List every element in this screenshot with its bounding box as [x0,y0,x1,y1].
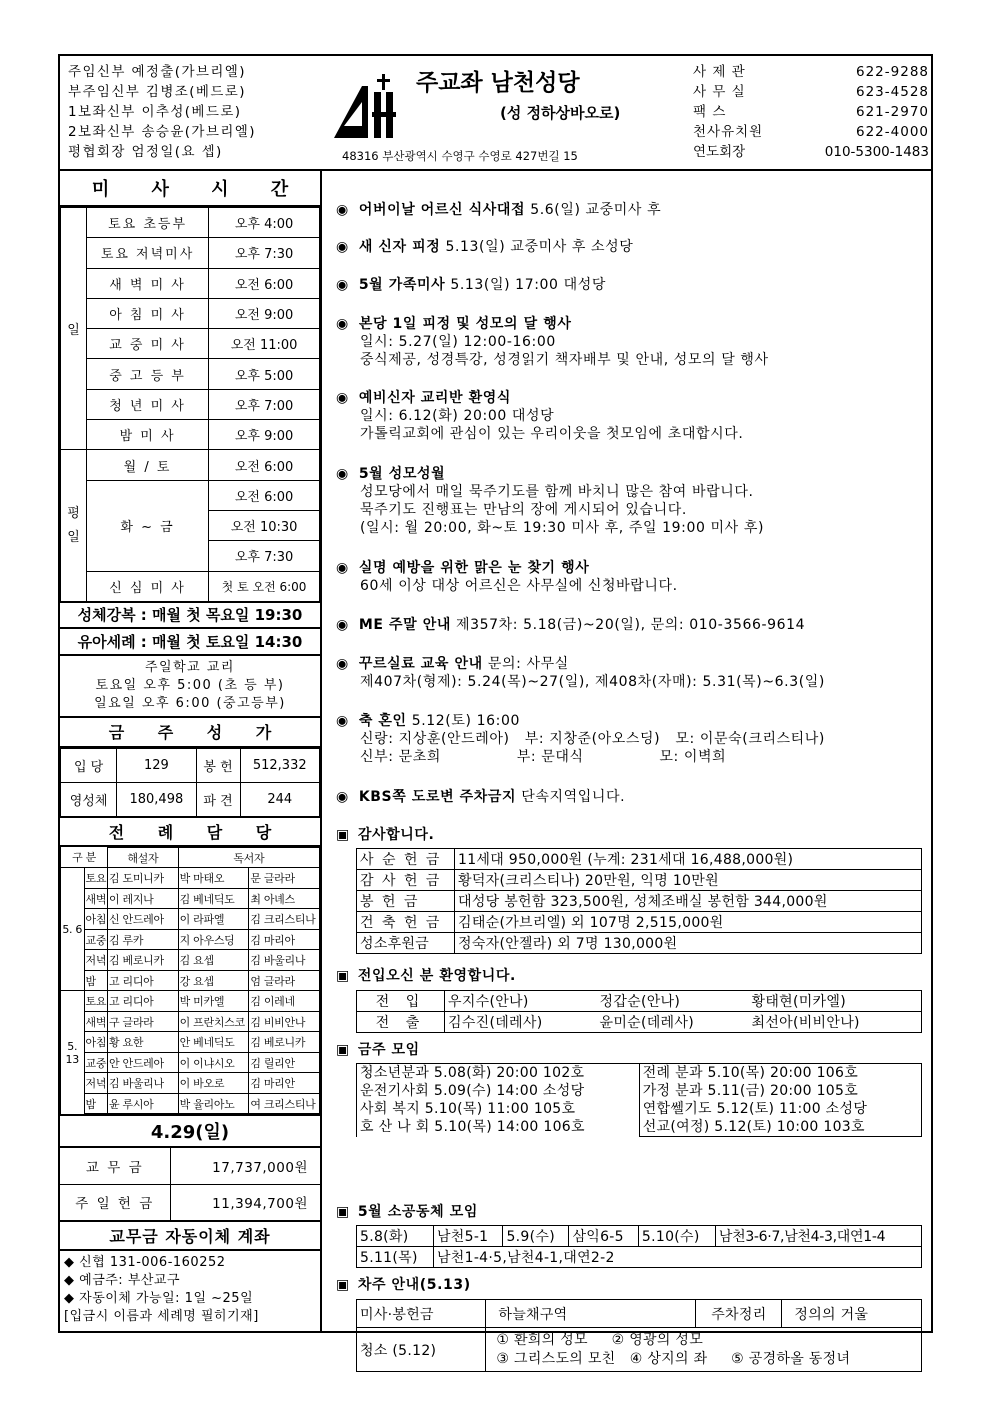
commentator: 김 도미니카 [108,868,179,889]
transfer-type: 전 입 [357,991,445,1012]
right-column [324,171,931,1367]
mass-slot: 저녁 [84,1073,108,1094]
mass-name: 토요 초등부 [87,208,209,238]
parish-title: 주교좌 남천성당 [416,70,580,96]
school-line: 토요일 오후 5:00 (초 등 부) [95,677,285,693]
hymns-heading: 금 주 성 가 [60,718,320,748]
phone-row [693,122,929,142]
news-title: ◉ 축 혼인 [336,713,407,729]
cleaning-label: 청소 (5.12) [357,1328,486,1372]
mass-time: 오전 6:00 [209,480,320,510]
mass-name: 중 고 등 부 [87,359,209,389]
offering-detail: 김태순(가브리엘) 외 107명 2,515,000원 [455,912,922,933]
parishioner: 최선아(비비안나) [749,1012,922,1033]
finance-date: 4.29(일) [60,1114,320,1148]
hymn-label: 파 견 [196,782,240,816]
mass-name: 신 심 미 사 [87,571,209,601]
meeting-left [357,1064,640,1137]
mass-time: 오전 6:00 [209,268,320,298]
mass-times-heading: 미 사 시 간 [60,171,320,207]
finance-amount: 17,737,000원 [170,1148,320,1184]
parish-logo-icon [332,72,402,144]
offering-type: 건 축 헌 금 [357,912,455,933]
reader-1: 강 요셉 [178,970,249,991]
duty-value: 하늘채구역 [486,1300,696,1328]
mass-time: 첫 토 오전 6:00 [209,571,320,601]
commentator: 김 베로니카 [108,950,179,971]
news-item [336,616,805,634]
reader-2: 김 바울리나 [249,950,320,971]
cleaning-line: ① 환희의 성모 ② 영광의 성모 [496,1331,704,1348]
transfer-type: 전 출 [357,1012,445,1033]
news-item [336,788,625,806]
mass-time: 오후 5:00 [209,359,320,389]
duty-value: 정의의 거울 [782,1300,922,1328]
parishioner: 김수진(데레사) [445,1012,597,1033]
commentator: 신 안드레아 [108,909,179,930]
parishioner: 정갑순(안나) [597,991,749,1012]
reader-2: 김 비비안나 [249,1011,320,1032]
mass-name: 새 벽 미 사 [87,268,209,298]
reader-1: 박 마태오 [178,868,249,889]
news-title: ◉ ME 주말 안내 [336,617,451,633]
reader-1: 박 율리아노 [178,1093,249,1114]
offering-detail: 대성당 봉헌함 323,500원, 성체조배실 봉헌함 344,000원 [455,891,922,912]
phone-number: 623-4528 [856,84,929,100]
phone-label: 팩 스 [693,104,727,120]
mass-slot: 토요 [84,991,108,1012]
news-line: 일시: 6.12(화) 20:00 대성당 [360,408,555,424]
community-area: 남천3-6·7,남천4-3,대연1-4 [715,1226,921,1247]
finance-table [60,1148,320,1221]
phone-row [693,142,929,162]
reader-1: 이 이냐시오 [178,1052,249,1073]
reader-1: 안 베네딕도 [178,1032,249,1053]
liturgy-date: 5. 6 [61,868,85,991]
clergy-list [68,62,330,162]
community-heading: ▣ 5월 소공동체 모임 [336,1201,478,1221]
mass-slot: 아침 [84,1032,108,1053]
col-head: 구 분 [61,847,108,868]
news-detail: 5.13(일) 교중미사 후 소성당 [440,239,634,255]
parish-patron: (성 정하상바오로) [500,104,621,122]
parish-address: 48316 부산광역시 수영구 수영로 427번길 15 [342,149,578,163]
mass-slot: 새벽 [84,1011,108,1032]
reader-2: 김 이레네 [249,991,320,1012]
phone-row [693,62,929,82]
account-line: ◆ 자동이체 가능일: 1일 ~25일 [64,1290,254,1306]
news-line: 성모당에서 매일 묵주기도를 함께 바치니 많은 참여 바랍니다. [360,484,754,500]
meeting-entry: 사회 복지 5.10(목) 11:00 105호 [360,1101,576,1118]
reader-2: 김 크리스티나 [249,909,320,930]
hymn-number: 512,332 [240,748,320,782]
meeting-right [639,1064,921,1137]
meeting-entry: 청소년분과 5.08(화) 20:00 102호 [360,1065,585,1082]
news-line: 일시: 5.27(일) 12:00-16:00 [360,334,556,350]
clergy-line: 주임신부 예정출(가브리엘) [68,64,246,80]
parishioner: 황태현(미카엘) [749,991,922,1012]
reader-1: 이 라파엘 [178,909,249,930]
mass-name: 교 중 미 사 [87,329,209,359]
meeting-entry: 호 산 나 회 5.10(목) 14:00 106호 [360,1119,585,1136]
mass-time: 오전 10:30 [209,510,320,540]
commentator: 황 요한 [108,1032,179,1053]
clergy-line: 평협회장 엄정일(요 셉) [68,144,223,160]
offering-detail: 정숙자(안젤라) 외 7명 130,000원 [455,933,922,954]
news-item [336,276,606,294]
phone-number: 621-2970 [856,104,929,120]
mass-slot: 새벽 [84,888,108,909]
mass-name: 월 / 토 [87,450,209,480]
mass-slot: 밤 [84,970,108,991]
meetings-heading: ▣ 금주 모임 [336,1039,420,1059]
thanks-heading: ▣ 감사합니다. [336,824,434,844]
liturgy-date: 5. 13 [61,991,85,1114]
reader-2: 여 크리스티나 [249,1093,320,1114]
mass-slot: 교중 [84,1052,108,1073]
mass-name: 밤 미 사 [87,420,209,450]
transfer-table [356,990,922,1033]
commentator: 김 루카 [108,929,179,950]
meeting-entry: 전례 분과 5.10(목) 20:00 106호 [642,1065,859,1081]
community-area: 삼익6-5 [569,1226,638,1247]
reader-1: 김 베네딕도 [178,888,249,909]
news-item [336,389,743,443]
meeting-entry: 가정 분과 5.11(금) 20:00 105호 [642,1083,859,1099]
account-info [60,1251,320,1329]
cleaning-line: ③ 그리스도의 모친 ④ 상지의 좌 ⑤ 공경하올 동정녀 [496,1350,851,1367]
account-line: ◆ 예금주: 부산교구 [64,1272,181,1288]
clergy-line: 2보좌신부 송승윤(가브리엘) [68,124,256,140]
news-line: 60세 이상 대상 어르신은 사무실에 신청바랍니다. [360,578,678,594]
reader-1: 이 프란치스코 [178,1011,249,1032]
news-title: ◉ 꾸르실료 교육 안내 [336,656,483,672]
reader-2: 김 마리안 [249,1073,320,1094]
mass-slot: 토요 [84,868,108,889]
reader-1: 이 바오로 [178,1073,249,1094]
mass-name: 아 침 미 사 [87,298,209,328]
news-line: 제407차(형제): 5.24(목)~27(일), 제408차(자매): 5.31(목)~6.3(일) [360,674,825,690]
community-date: 5.11(목) [357,1247,434,1268]
mass-time: 오후 4:00 [209,208,320,238]
hymn-label: 영성체 [61,782,117,816]
news-title: ◉ 5월 성모성월 [336,466,445,482]
news-title: ◉ 어버이날 어르신 식사대접 [336,202,525,218]
reader-2: 김 릴리안 [249,1052,320,1073]
mass-slot: 교중 [84,929,108,950]
news-line: 가톨릭교회에 관심이 있는 우리이웃을 첫모임에 초대합시다. [360,426,744,442]
news-title: ◉ 새 신자 피정 [336,239,440,255]
hymn-label: 봉 헌 [196,748,240,782]
commentator: 고 리디아 [108,970,179,991]
meetings-table [356,1063,922,1137]
sunday-label: 일 [61,208,87,450]
hymn-number: 129 [117,748,196,782]
news-title: ◉ 예비신자 교리반 환영식 [336,390,511,406]
meeting-entry: 운전기사회 5.09(수) 14:00 소성당 [360,1083,585,1100]
news-detail: 5.6(일) 교중미사 후 [525,202,662,218]
news-title: ◉ 실명 예방을 위한 맑은 눈 찾기 행사 [336,560,589,576]
offering-type: 봉 헌 금 [357,891,455,912]
commentator: 고 리디아 [108,991,179,1012]
account-line: ◆ 신협 131-006-160252 [64,1254,226,1270]
reader-2: 엄 글라라 [249,970,320,991]
phone-label: 사 무 실 [693,84,746,100]
news-item [336,559,678,595]
news-item [336,238,633,256]
mass-time: 오전 11:00 [209,329,320,359]
mass-time: 오후 7:00 [209,389,320,419]
school-line: 주일학교 교리 [145,659,235,675]
clergy-line: 부주임신부 김병조(베드로) [68,84,246,100]
community-date: 5.8(화) [357,1226,434,1247]
news-line: 신랑: 지상훈(안드레아) 부: 지창준(아오스딩) 모: 이문숙(크리스티나) [360,731,825,747]
mass-time: 오전 6:00 [209,450,320,480]
reader-2: 김 마리아 [249,929,320,950]
thanks-table [356,848,922,954]
reader-1: 박 미카엘 [178,991,249,1012]
duty-label: 주차정리 [696,1300,782,1328]
phone-row [693,82,929,102]
news-line: (일시: 월 20:00, 화~토 19:30 미사 후, 주일 19:00 미사 후) [360,520,765,536]
hymns-table [60,748,320,817]
sunday-school-info [60,656,320,718]
duty-label: 미사·봉헌금 [357,1300,486,1328]
mass-time: 오후 7:30 [209,238,320,268]
finance-amount: 11,394,700원 [170,1184,320,1220]
offering-type: 성소후원금 [357,933,455,954]
news-line: 신부: 문초희 부: 문대식 모: 이벽희 [360,749,727,765]
news-item [336,315,769,369]
account-line: [입금시 이름과 세례명 필히기재] [64,1308,259,1324]
finance-label: 교 무 금 [60,1148,170,1184]
news-line: 묵주기도 진행표는 만남의 장에 게시되어 있습니다. [360,502,687,518]
mass-slot: 아침 [84,909,108,930]
school-line: 일요일 오후 6:00 (중고등부) [94,695,286,711]
liturgy-heading: 전 례 담 당 [60,817,320,847]
finance-label: 주 일 헌 금 [60,1184,170,1220]
next-week-heading: ▣ 차주 안내(5.13) [336,1274,471,1294]
adoration-notice: 성체강복 : 매월 첫 목요일 19:30 [60,602,320,629]
reader-1: 김 요셉 [178,950,249,971]
community-date: 5.9(수) [503,1226,569,1247]
offering-detail: 11세대 950,000원 (누계: 231세대 16,488,000원) [455,849,922,870]
news-detail: 제357차: 5.18(금)~20(일), 문의: 010-3566-9614 [450,617,806,633]
mass-name: 화 ~ 금 [87,480,209,571]
news-item [336,465,764,537]
bulletin-frame [58,54,933,1367]
news-title: ◉ KBS쪽 도로변 주차금지 [336,789,516,805]
mass-times-table [60,207,320,602]
next-week-table [356,1299,922,1372]
mass-time: 오후 7:30 [209,541,320,571]
parishioner: 우지수(안나) [445,991,597,1012]
community-date: 5.10(수) [638,1226,715,1247]
liturgy-table [60,847,320,1115]
reader-1: 지 아우스딩 [178,929,249,950]
news-detail: 문의: 사무실 [482,656,569,672]
phone-number: 622-4000 [856,124,929,140]
news-detail: 단속지역입니다. [516,789,626,805]
phone-row [693,102,929,122]
weekday-label: 평일 [61,450,87,601]
meeting-entry: 선교(여정) 5.12(토) 10:00 103호 [642,1119,865,1135]
col-head: 해설자 [108,847,179,868]
offering-type: 사 순 헌 금 [357,849,455,870]
phone-label: 사 제 관 [693,64,746,80]
mass-time: 오전 9:00 [209,298,320,328]
left-column [60,171,322,1331]
hymn-number: 244 [240,782,320,816]
news-title: ◉ 본당 1일 피정 및 성모의 달 행사 [336,316,572,332]
phone-number: 622-9288 [856,64,929,80]
infant-baptism-notice: 유아세례 : 매월 첫 토요일 14:30 [60,629,320,656]
community-area: 남천1-4·5,남천4-1,대연2-2 [433,1247,921,1268]
meeting-entry: 연합쎌기도 5.12(토) 11:00 소성당 [642,1101,868,1117]
reader-2: 최 아녜스 [249,888,320,909]
commentator: 안 안드레아 [108,1052,179,1073]
commentator: 김 바울리나 [108,1073,179,1094]
hymn-label: 입 당 [61,748,117,782]
phone-number: 010-5300-1483 [824,144,929,160]
offering-detail: 황덕자(크리스티나) 20만원, 익명 10만원 [455,870,922,891]
transfer-heading: ▣ 전입오신 분 환영합니다. [336,965,516,985]
offering-type: 감 사 헌 금 [357,870,455,891]
reader-2: 김 베로니카 [249,1032,320,1053]
news-detail: 5.13(일) 17:00 대성당 [445,277,606,293]
phone-label: 연도회장 [693,144,746,160]
community-area: 남천5-1 [433,1226,502,1247]
cleaning-groups [486,1328,922,1372]
community-table [356,1225,922,1268]
bulletin-header [60,56,931,171]
clergy-line: 1보좌신부 이추성(베드로) [68,104,242,120]
commentator: 이 레지나 [108,888,179,909]
phone-list [693,62,929,162]
news-line: 중식제공, 성경특강, 성경읽기 책자배부 및 안내, 성모의 달 행사 [360,352,769,368]
news-item [336,712,825,766]
commentator: 구 글라라 [108,1011,179,1032]
col-head: 독서자 [178,847,319,868]
account-heading: 교무금 자동이체 계좌 [60,1221,320,1251]
mass-name: 토요 저녁미사 [87,238,209,268]
mass-slot: 저녁 [84,950,108,971]
news-item [336,655,825,691]
commentator: 윤 루시아 [108,1093,179,1114]
news-title: ◉ 5월 가족미사 [336,277,445,293]
mass-slot: 밤 [84,1093,108,1114]
news-detail: 5.12(토) 16:00 [406,713,520,729]
phone-label: 천사유치원 [693,124,764,140]
reader-2: 문 글라라 [249,868,320,889]
hymn-number: 180,498 [117,782,196,816]
parishioner: 윤미순(데레사) [597,1012,749,1033]
mass-name: 청 년 미 사 [87,389,209,419]
news-item [336,201,661,219]
mass-time: 오후 9:00 [209,420,320,450]
